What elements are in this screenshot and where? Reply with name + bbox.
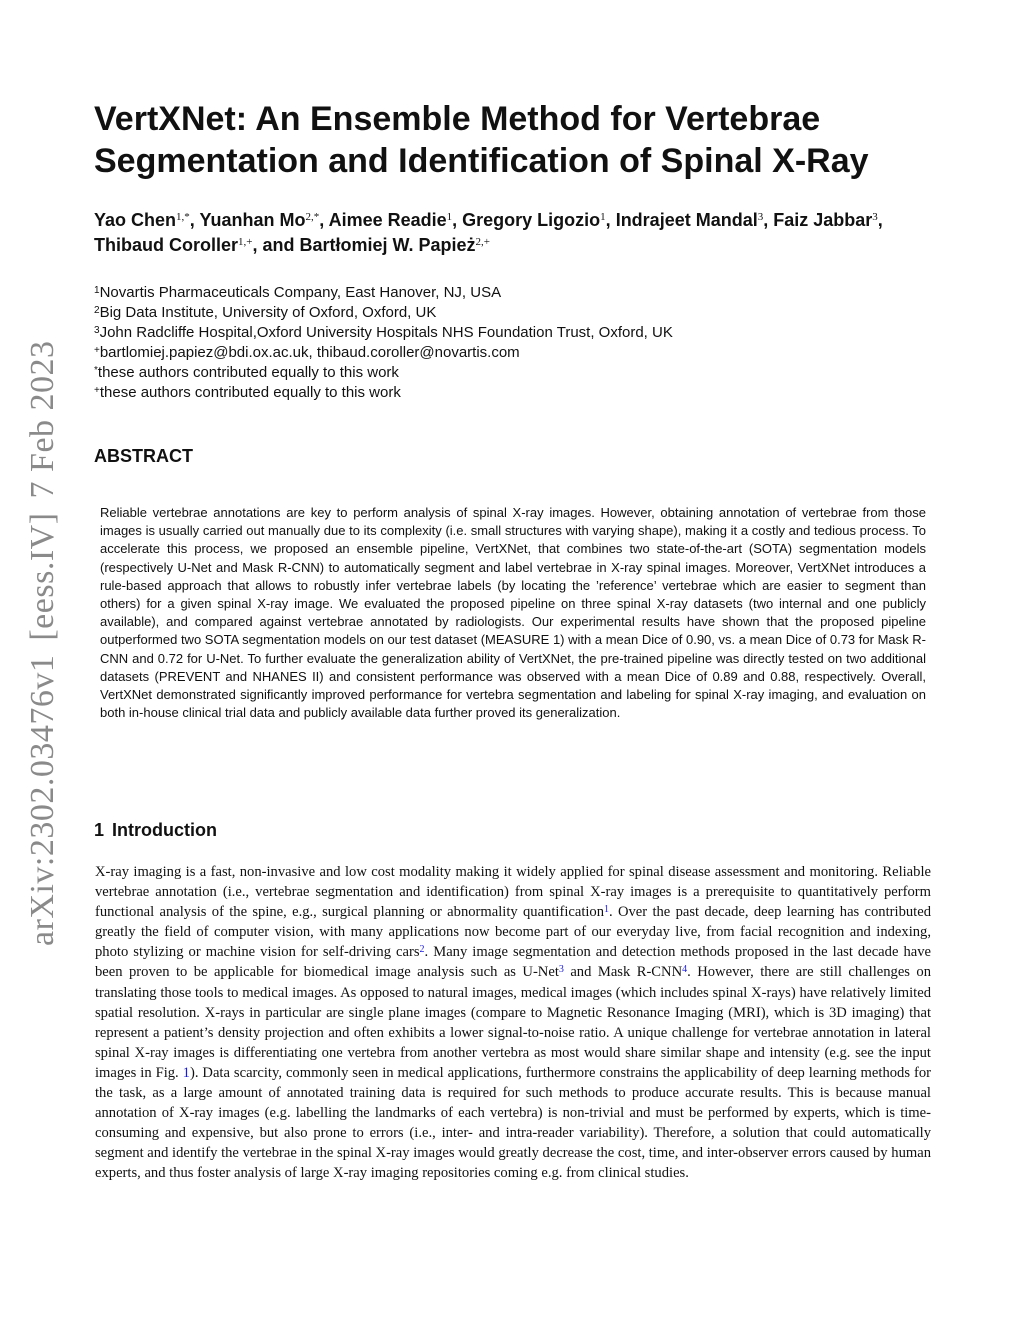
section-number: 1 (94, 820, 105, 840)
citation-link[interactable]: 3 (558, 964, 564, 976)
author-list (94, 208, 934, 258)
arxiv-category: [eess.IV] (24, 512, 61, 641)
citation-link[interactable]: 1 (604, 904, 610, 916)
author: Aimee Readie$^1$, (328, 210, 463, 230)
affiliation: $^2$Big Data Institute, University of Oxford, Oxford, UK (94, 304, 437, 321)
section-title: Introduction (112, 820, 217, 840)
author: Gregory Ligozio$^1$, (462, 210, 616, 230)
affiliation-list (94, 283, 934, 403)
figure-reference-link[interactable]: 1 (182, 1064, 190, 1081)
citation-link[interactable]: 4 (682, 964, 688, 976)
paper-title: VertXNet: An Ensemble Method for Vertebrae Segmentation and Identification of Spinal X-Ray (94, 100, 869, 180)
arxiv-identifier-stamp (24, 340, 62, 946)
abstract-heading: ABSTRACT (94, 446, 193, 466)
arxiv-id: arXiv:2302.03476v1 (24, 654, 61, 946)
author: Thibaud Coroller$^{1,+}$, and (94, 235, 300, 255)
contact-emails[interactable]: +bartlomiej.papiez@bdi.ox.ac.uk, thibaud.coroller@novartis.com (94, 344, 520, 361)
equal-contribution-note: +these authors contributed equally to this work (94, 384, 401, 401)
introduction-body: X-ray imaging is a fast, non-invasive and low cost modality making it widely applied for spinal disease assessment and monitoring. Reliable vertebrae annotation (i.e., vertebrae segmentation and identification) from spinal X-ray images is a prerequisite to quantitatively perform functional analysis of the spine, e.g., surgical planning or abnormality quantification$^1$. Over the past decade, deep learning has contributed greatly the field of computer vision, with many applications now become part of our everyday live, from facial recognition and indexing, photo stylizing or machine vision for self-driving cars$^2$. Many image segmentation and detection methods proposed in the last decade have been proven to be applicable for biomedical image analysis such as U-Net$^3$ and Mask R-CNN$^4$. However, there are still challenges on translating those tools to medical images. As opposed to natural images, medical images (which includes spinal X-rays) have relatively limited spatial resolution. X-rays in particular are single plane images (compare to Magnetic Resonance Imaging (MRI), which is 3D imaging) that represent a patient’s density projection and often exhibits a lower signal-to-noise ratio. A unique challenge for vertebrae annotation in lateral spinal X-ray images is differentiating one vertebra from another vertebra as most would share similar shape and intensity (e.g. see the input images in Fig. 1). Data scarcity, commonly seen in medical applications, furthermore constrains the applicability of deep learning methods for the task, as a large amount of annotated training data is required for such methods to produce accurate results. This is because manual annotation of X-ray images (e.g. labelling the landmarks of each vertebra) is non-trivial and must be performed by experts, which is time-consuming and expensive, but also prone to errors (i.e., inter- and intra-reader variability). Therefore, a solution that could automatically segment and identify the vertebrae in the spinal X-ray images would greatly decrease the cost, time, and inter-observer errors caused by human experts, and thus foster analysis of large X-ray imaging repositories coming e.g. from clinical studies. (95, 864, 932, 1182)
section-heading-introduction (94, 820, 217, 841)
equal-contribution-note: *these authors contributed equally to this work (94, 364, 399, 381)
author: Faiz Jabbar$^3$, (773, 210, 883, 230)
author: Indrajeet Mandal$^3$, (615, 210, 774, 230)
abstract-body: Reliable vertebrae annotations are key to perform analysis of spinal X-ray images. However, obtaining annotation of vertebrae from those images is usually carried out manually due to its complexity (i.e. small structures with varying shape), making it a costly and tedious process. To accelerate this process, we proposed an ensemble pipeline, VertXNet, that combines two state-of-the-art (SOTA) segmentation models (respectively U-Net and Mask R-CNN) to automatically segment and label vertebrae in X-ray spinal images. Moreover, VertXNet introduces a rule-based approach that allows to robustly infer vertebrae labels (by locating the ’reference’ vertebrae which are easier to segment than others) for a given spinal X-ray image. We evaluated the proposed pipeline on three spinal X-ray datasets (two internal and one publicly available), and compared against vertebrae annotated by radiologists. Our experimental results have shown that the proposed pipeline outperformed two SOTA segmentation models on our test dataset (MEASURE 1) with a mean Dice of 0.90, vs. a mean Dice of 0.73 for Mask R-CNN and 0.72 for U-Net. To further evaluate the generalization ability of VertXNet, the pre-trained pipeline was directly tested on two additional datasets (PREVENT and NHANES II) and consistent performance was observed with a mean Dice of 0.89 and 0.88, respectively. Overall, VertXNet demonstrated significantly improved performance for vertebra segmentation and labeling for spinal X-ray imaging, and evaluation on both in-house clinical trial data and publicly available data further proved its generalization. (100, 505, 926, 721)
author: Bartłomiej W. Papież$^{2,+}$ (299, 235, 490, 255)
affiliation: $^3$John Radcliffe Hospital,Oxford University Hospitals NHS Foundation Trust, Oxford, UK (94, 324, 673, 341)
author: Yuanhan $Mo^{2,*}$, (199, 210, 329, 230)
author: Yao Chen$^{1,*}$, (94, 210, 200, 230)
affiliation: $^1$Novartis Pharmaceuticals Company, East Hanover, NJ, USA (94, 284, 502, 301)
citation-link[interactable]: 2 (419, 944, 425, 956)
arxiv-date: 7 Feb 2023 (24, 340, 61, 499)
